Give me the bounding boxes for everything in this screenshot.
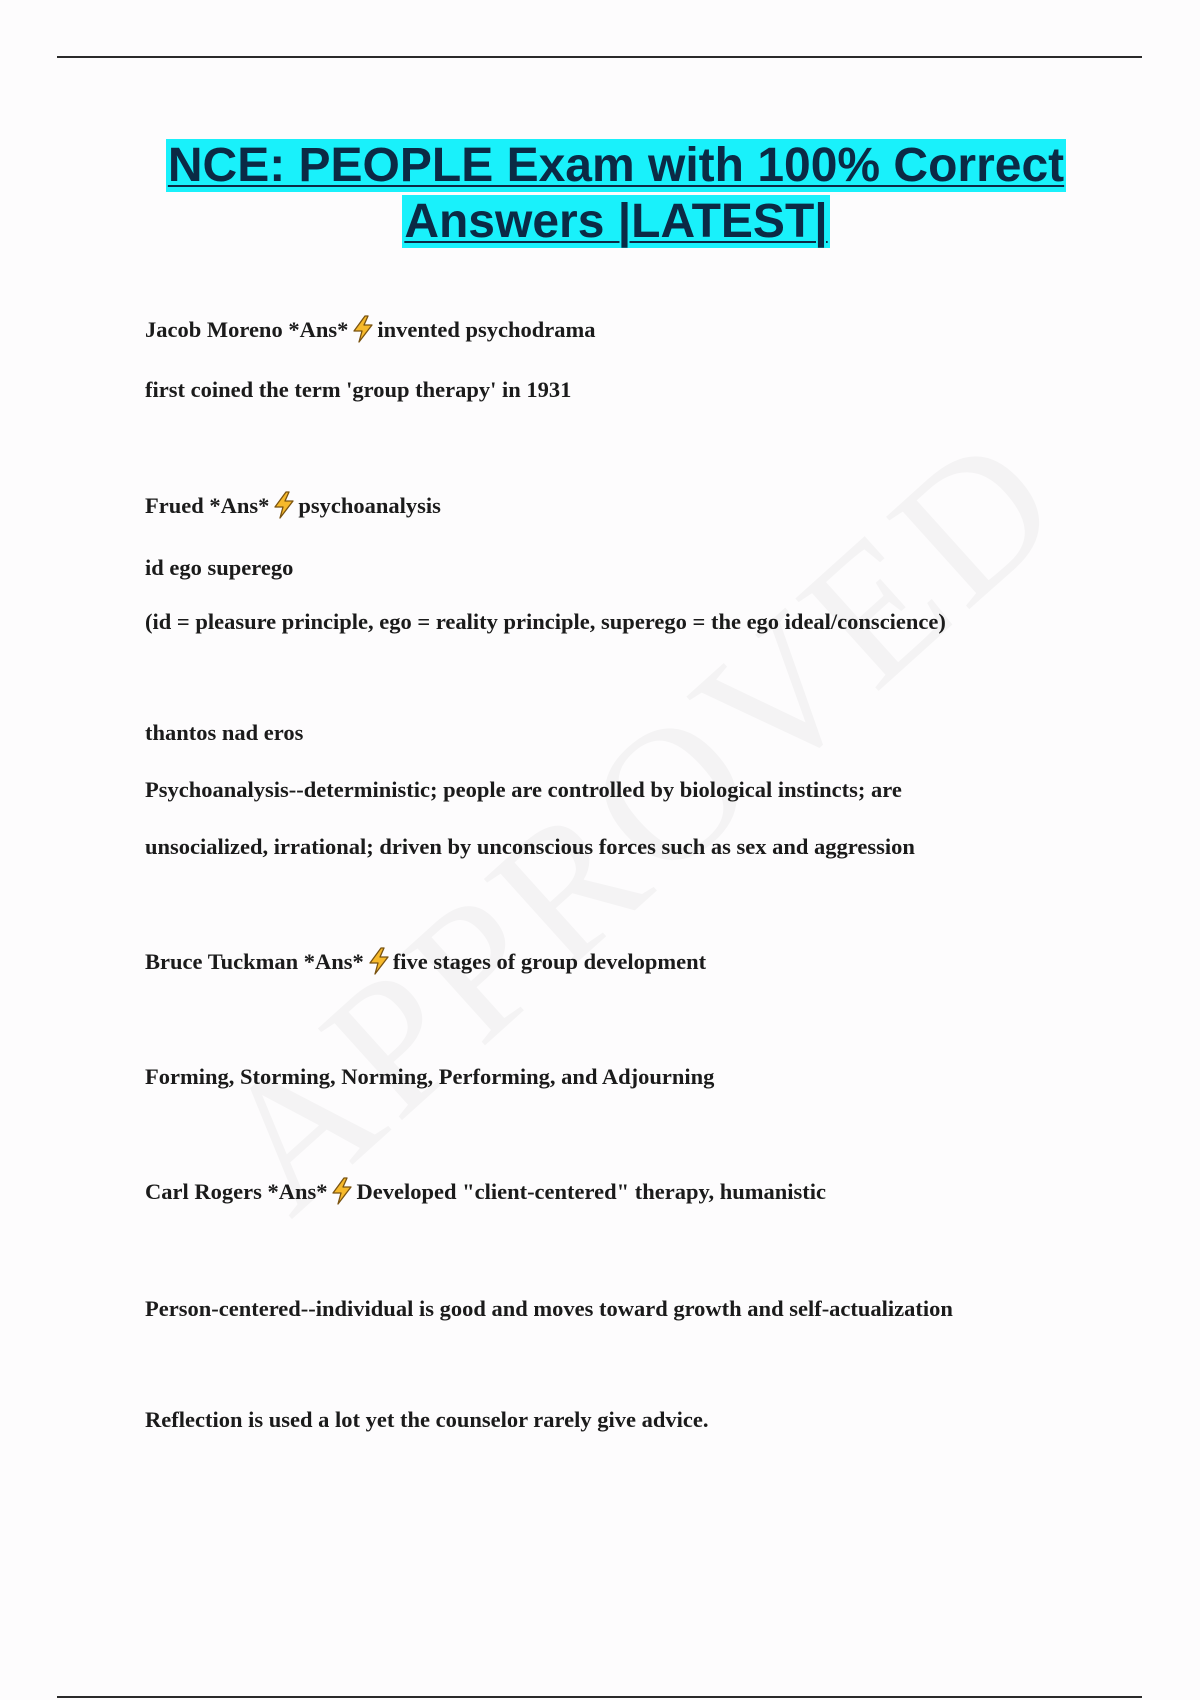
term: Carl Rogers *Ans* <box>145 1179 328 1204</box>
answer: invented psychodrama <box>377 317 596 342</box>
qa-line-carl-rogers <box>145 1176 826 1207</box>
text-line: Person-centered--individual is good and moves toward growth and self-actualization <box>145 1296 953 1321</box>
answer: five stages of group development <box>392 949 707 974</box>
qa-line-jacob-moreno <box>145 314 596 345</box>
term: Bruce Tuckman *Ans* <box>145 949 364 974</box>
text-line: Forming, Storming, Norming, Performing, and Adjourning <box>145 1064 715 1089</box>
qa-line-frued <box>145 490 441 521</box>
lightning-bolt-icon <box>350 314 376 344</box>
document-title <box>60 138 1172 250</box>
title-line-2: Answers |LATEST| <box>404 195 828 248</box>
answer: psychoanalysis <box>298 493 441 518</box>
answer: Developed "client-centered" therapy, humanistic <box>356 1179 826 1204</box>
qa-line-bruce-tuckman <box>145 946 706 977</box>
text-line: id ego superego <box>145 555 294 580</box>
text-line: first coined the term 'group therapy' in 1931 <box>145 377 572 402</box>
lightning-bolt-icon <box>271 490 297 520</box>
text-line: Psychoanalysis--deterministic; people are controlled by biological instincts; are <box>145 777 902 802</box>
text-line: (id = pleasure principle, ego = reality principle, superego = the ego ideal/conscience) <box>145 609 946 634</box>
bottom-rule <box>57 1696 1142 1698</box>
top-rule <box>57 56 1142 58</box>
text-line: Reflection is used a lot yet the counselor rarely give advice. <box>145 1407 709 1432</box>
text-line: thantos nad eros <box>145 720 304 745</box>
term: Frued *Ans* <box>145 493 270 518</box>
title-line-1: NCE: PEOPLE Exam with 100% Correct <box>167 139 1065 192</box>
term: Jacob Moreno *Ans* <box>145 317 349 342</box>
lightning-bolt-icon <box>366 946 392 976</box>
text-line: unsocialized, irrational; driven by unconscious forces such as sex and aggression <box>145 834 915 859</box>
lightning-bolt-icon <box>329 1176 355 1206</box>
